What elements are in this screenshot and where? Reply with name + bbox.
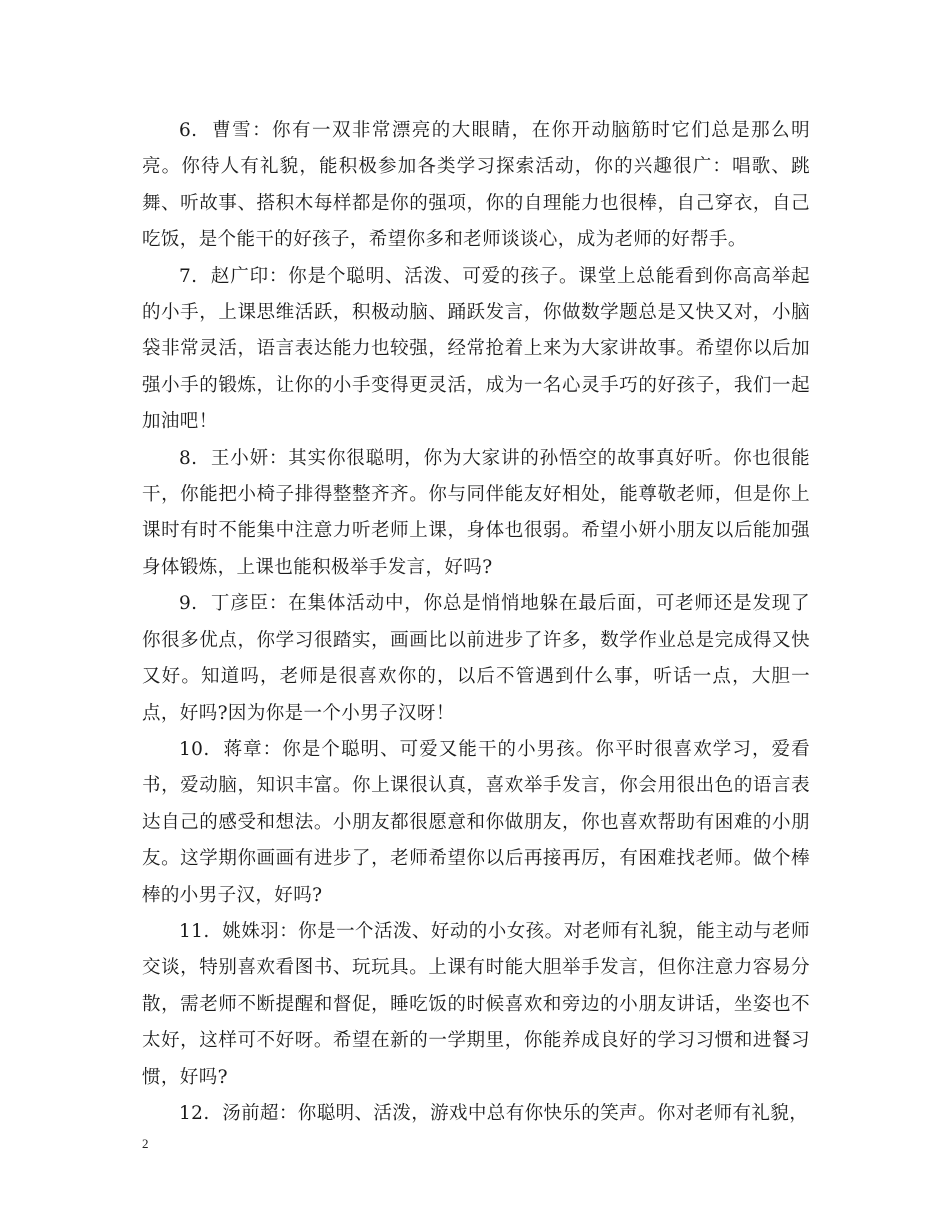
comment-paragraph-9 — [142, 586, 810, 732]
paragraph-number: 8. — [179, 447, 198, 469]
paragraph-number: 11. — [179, 920, 210, 942]
paragraph-text: 汤前超：你聪明、活泼，游戏中总有你快乐的笑声。你对老师有礼貌， — [222, 1102, 809, 1124]
comment-paragraph-10 — [142, 732, 810, 914]
document-body — [142, 113, 810, 1132]
page-number: 2 — [142, 1136, 149, 1151]
comment-paragraph-11 — [142, 914, 810, 1096]
paragraph-number: 10. — [179, 738, 210, 760]
comment-paragraph-6 — [142, 113, 810, 259]
paragraph-number: 7. — [179, 265, 198, 287]
paragraph-text: 王小妍：其实你很聪明，你为大家讲的孙悟空的故事真好听。你也很能干，你能把小椅子排得整整齐齐。你与同伴能友好相处，能尊敬老师，但是你上课时有时不能集中注意力听老师上课，身体也很弱。希望小妍小朋友以后能加强身体锻炼，上课也能积极举手发言，好吗? — [142, 447, 811, 578]
paragraph-text: 赵广印：你是个聪明、活泼、可爱的孩子。课堂上总能看到你高高举起的小手，上课思维活跃，积极动脑、踊跃发言，你做数学题总是又快又对，小脑袋非常灵活，语言表达能力也较强，经常抢着上来为大家讲故事。希望你以后加强小手的锻炼，让你的小手变得更灵活，成为一名心灵手巧的好孩子，我们一起加油吧！ — [142, 265, 811, 433]
paragraph-number: 6. — [179, 120, 198, 141]
paragraph-number: 12. — [179, 1102, 210, 1124]
paragraph-text: 曹雪：你有一双非常漂亮的大眼睛，在你开动脑筋时它们总是那么明亮。你待人有礼貌，能积极参加各类学习探索活动，你的兴趣很广：唱歌、跳舞、听故事、搭积木每样都是你的强项，你的自理能力也很棒，自己穿衣，自己吃饭，是个能干的好孩子，希望你多和老师谈谈心，成为老师的好帮手。 — [142, 120, 811, 251]
paragraph-text: 蒋章：你是个聪明、可爱又能干的小男孩。你平时很喜欢学习，爱看书，爱动脑，知识丰富。你上课很认真，喜欢举手发言，你会用很出色的语言表达自己的感受和想法。小朋友都很愿意和你做朋友，你也喜欢帮助有困难的小朋友。这学期你画画有进步了，老师希望你以后再接再厉，有困难找老师。做个棒棒的小男子汉，好吗? — [142, 738, 810, 906]
paragraph-text: 丁彦臣：在集体活动中，你总是悄悄地躲在最后面，可老师还是发现了你很多优点，你学习很踏实，画画比以前进步了许多，数学作业总是完成得又快又好。知道吗，老师是很喜欢你的，以后不管遇到什么事，听话一点，大胆一点，好吗?因为你是一个小男子汉呀！ — [142, 593, 811, 724]
comment-paragraph-7 — [142, 259, 810, 441]
paragraph-number: 9. — [179, 593, 198, 615]
paragraph-text: 姚姝羽：你是一个活泼、好动的小女孩。对老师有礼貌，能主动与老师交谈，特别喜欢看图书、玩玩具。上课有时能大胆举手发言，但你注意力容易分散，需老师不断提醒和督促，睡吃饭的时候喜欢和旁边的小朋友讲话，坐姿也不太好，这样可不好呀。希望在新的一学期里，你能养成良好的学习习惯和进餐习惯，好吗? — [142, 920, 811, 1088]
comment-paragraph-12 — [142, 1096, 810, 1132]
comment-paragraph-8 — [142, 441, 810, 587]
